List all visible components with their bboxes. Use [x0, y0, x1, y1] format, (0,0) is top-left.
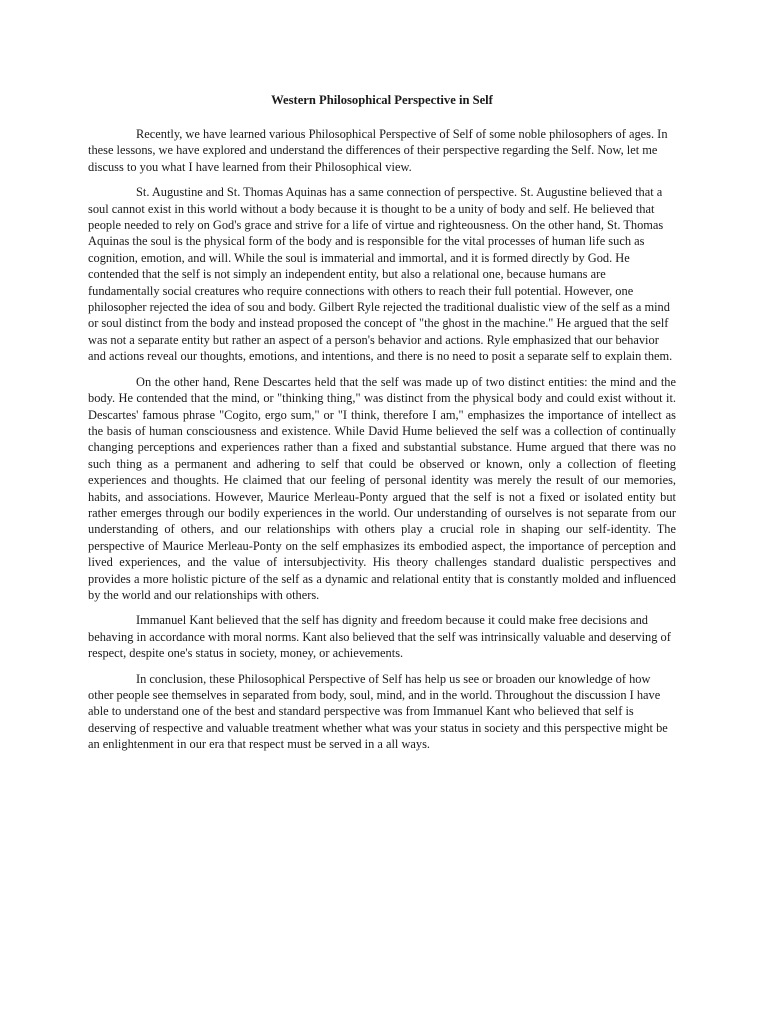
paragraph-augustine-aquinas-ryle: St. Augustine and St. Thomas Aquinas has a same connection of perspective. St. Augustine believed that a soul cannot exist in this world without a body because it is thought to be a unity of body and self. He believed that people needed to rely on God's grace and strive for a life of virtue and righteousness. On the other hand, St. Thomas Aquinas the soul is the physical form of the body and is responsible for the vital processes of human life such as cognition, emotion, and will. While the soul is immaterial and immortal, and it is formed directly by God. He contended that the self is not simply an independent entity, but also a relational one, because humans are fundamentally social creatures who require connections with others to reach their full potential. However, one philosopher rejected the idea of sou and body. Gilbert Ryle rejected the traditional dualistic view of the self as a mind or soul distinct from the body and instead proposed the concept of "the ghost in the machine." He argued that the self was not a separate entity but rather an aspect of a person's behavior and actions. Ryle emphasized that our behavior and actions reveal our thoughts, emotions, and intentions, and there is no need to posit a separate self to explain them.: [88, 185, 673, 364]
paragraph-introduction: Recently, we have learned various Philosophical Perspective of Self of some noble philosophers of ages. In these lessons, we have explored and understand the differences of their perspective regarding the Self. Now, let me discuss to you what I have learned from their Philosophical view.: [88, 127, 668, 174]
paragraph-kant: Immanuel Kant believed that the self has dignity and freedom because it could make free decisions and behaving in accordance with moral norms. Kant also believed that the self was intrinsically valuable and deserving of respect, despite one's status in society, money, or achievements.: [88, 613, 671, 661]
paragraph-descartes-hume-merleau-ponty: On the other hand, Rene Descartes held that the self was made up of two distinct entities: the mind and the body. He contended that the mind, or "thinking thing," was distinct from the physical body and could exist without it. Descartes' famous phrase "Cogito, ergo sum," or "I think, therefore I am," emphasizes the importance of intellect as the basis of human consciousness and existence. While David Hume believed the self was a collection of continually changing perceptions and experiences rather than a fixed and substantial substance. Hume argued that there was no such thing as a permanent and adhering to self that could be observed or known, only a collection of fleeting experiences and thoughts. He claimed that our feeling of personal identity was merely the result of our memories, habits, and associations. However, Maurice Merleau-Ponty argued that the self is not a fixed or isolated entity but rather emerges through our bodily experiences in the world. Our understanding of ourselves is not separate from our understanding of others, and our relationships with others play a crucial role in shaping our self-identity. The perspective of Maurice Merleau-Ponty on the self emphasizes its embodied aspect, the importance of perception and lived experiences, and the value of intersubjectivity. His theory challenges standard dualistic perspectives and provides a more holistic picture of the self as a dynamic and relational entity that is constantly molded and influenced by the world and our relationships with others.: [88, 374, 676, 602]
paragraph-conclusion: In conclusion, these Philosophical Perspective of Self has help us see or broaden our knowledge of how other people see themselves in separated from body, soul, mind, and in the world. Throughout the discussion I have able to understand one of the best and standard perspective was from Immanuel Kant who believed that self is deserving of respective and valuable treatment whether what was your status in society and this perspective might be an enlightenment in our era that respect must be served in a all ways.: [88, 671, 668, 752]
document-title: Western Philosophical Perspective in Self: [271, 93, 493, 107]
document-body: [88, 92, 676, 762]
